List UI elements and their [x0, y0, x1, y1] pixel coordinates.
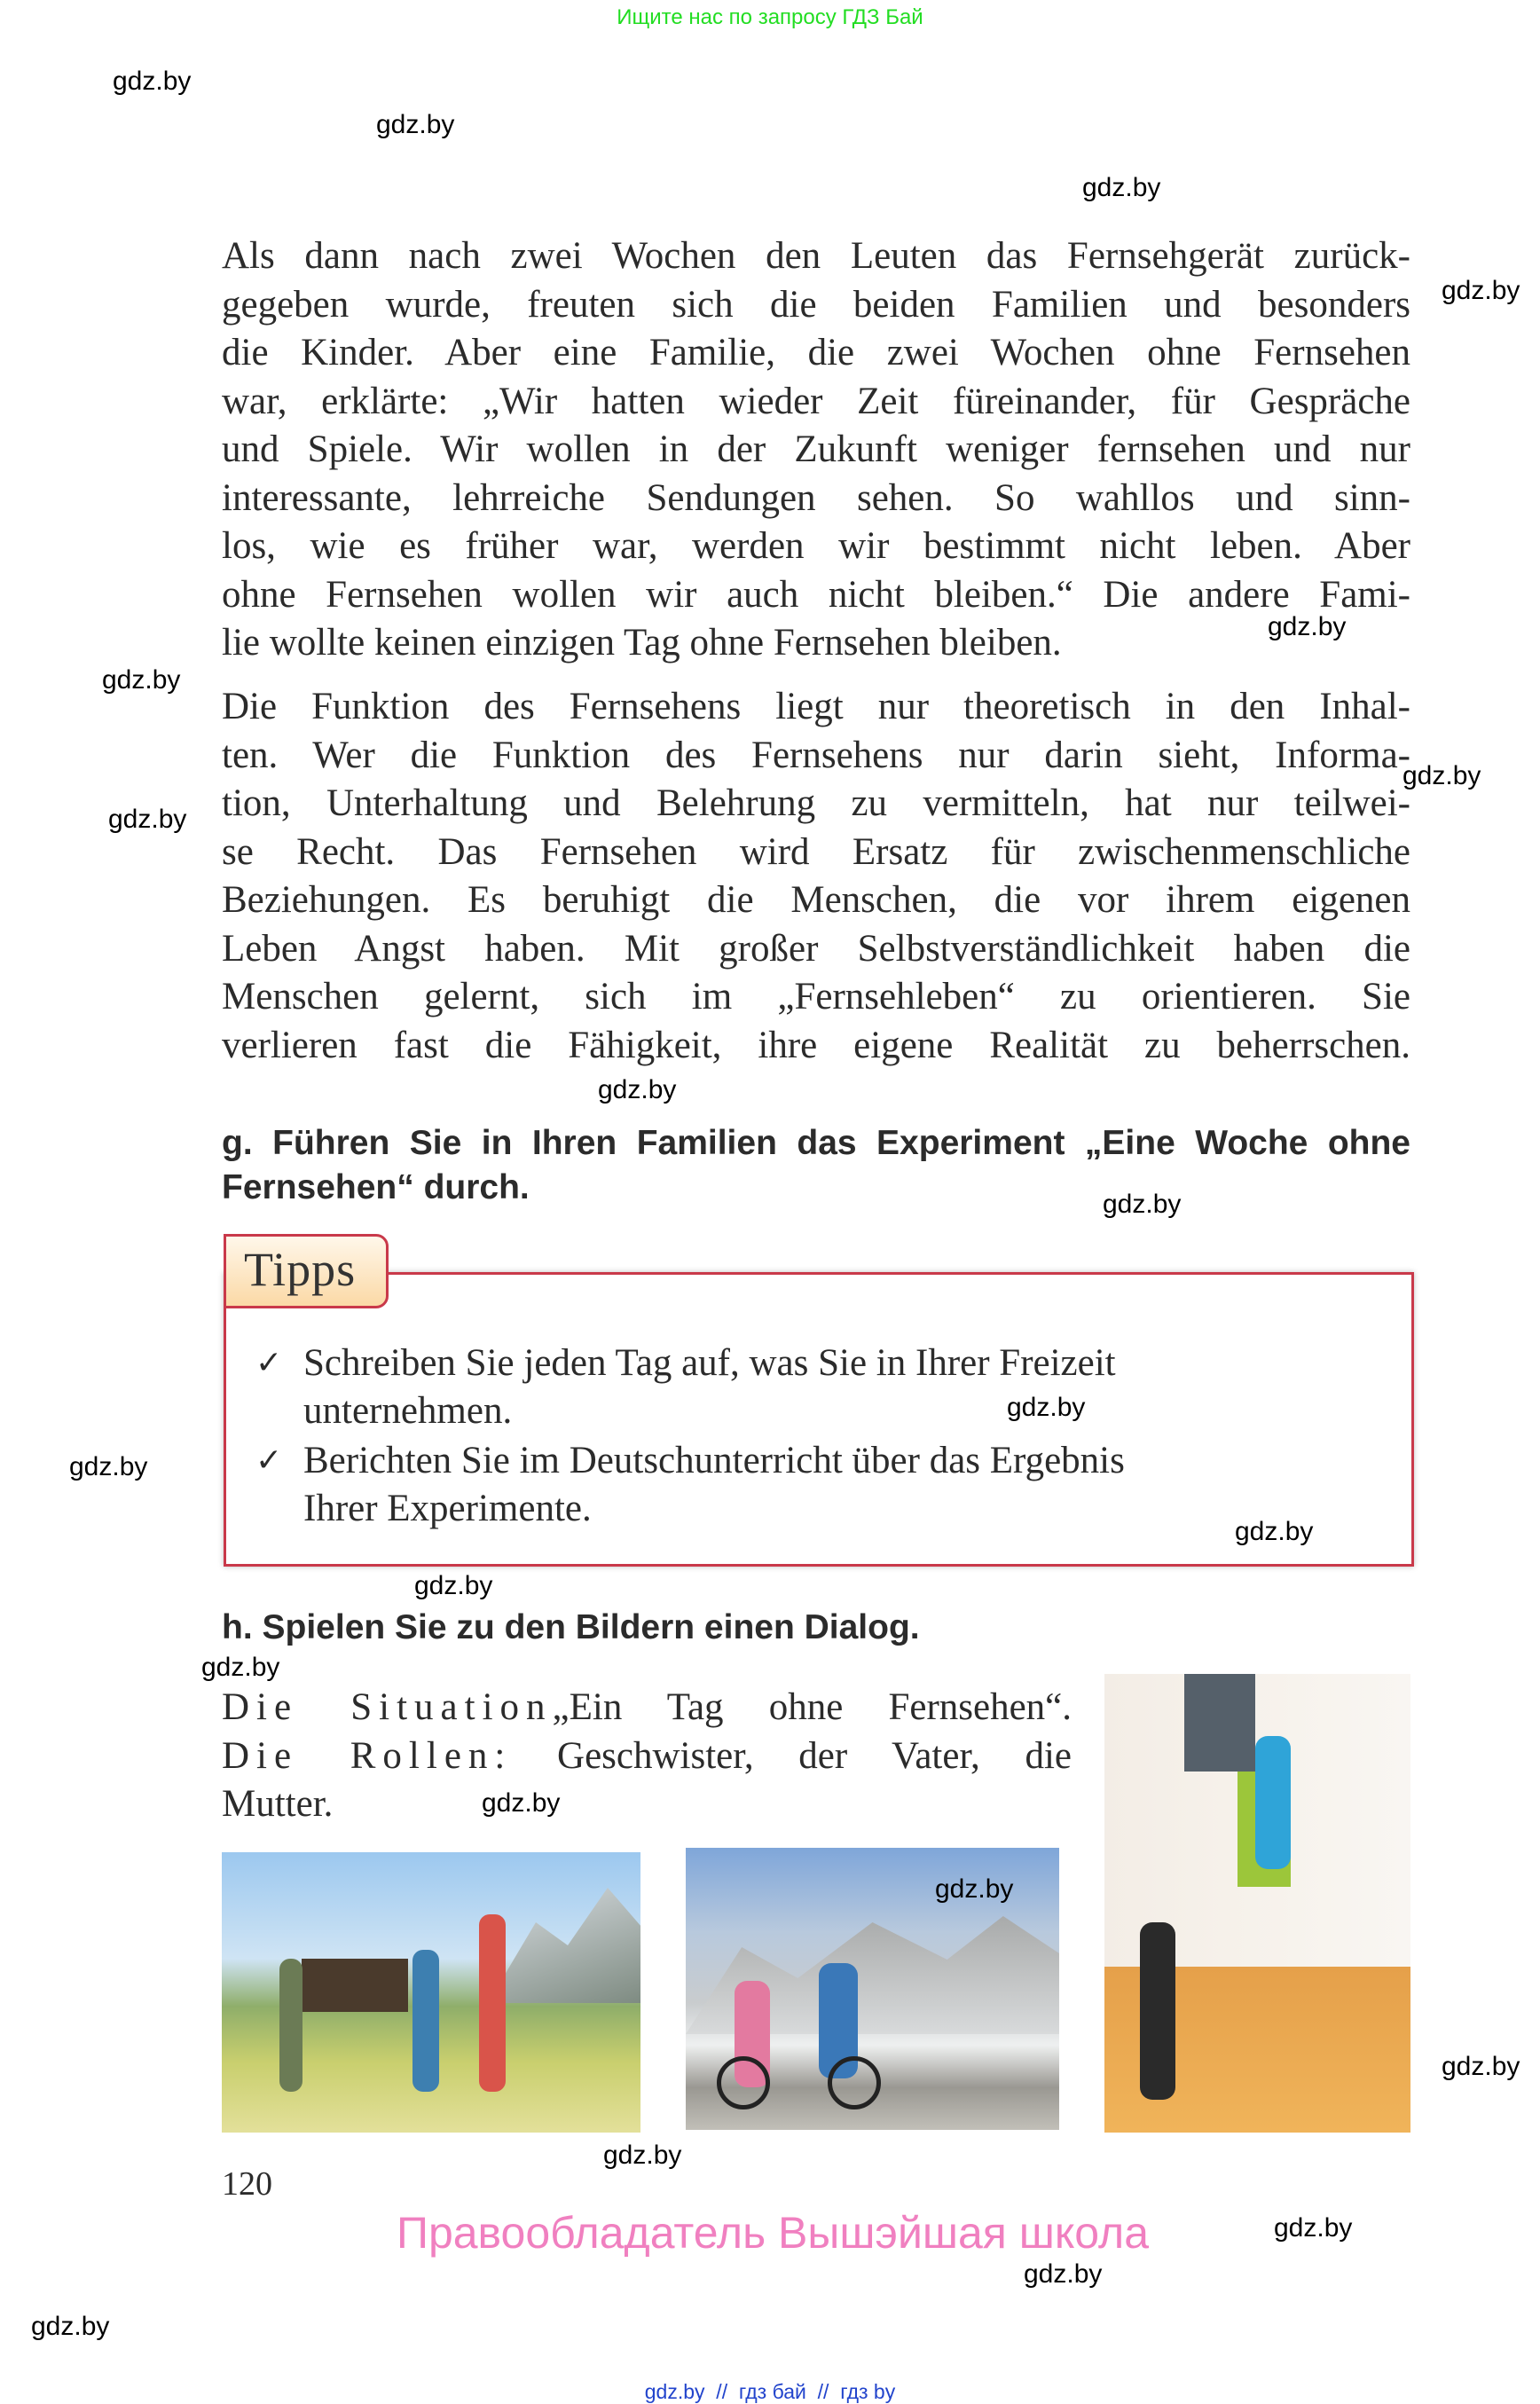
- watermark: gdz.by: [1103, 1190, 1182, 1219]
- situation-value: „Ein Tag ohne Fernsehen“.: [552, 1686, 1072, 1728]
- tipps-item: [255, 1339, 1382, 1435]
- text-line: se Recht. Das Fernsehen wird Ersatz für zwischenmenschliche: [222, 830, 1410, 873]
- roles-line: [222, 1732, 1072, 1781]
- watermark: gdz.by: [1274, 2213, 1353, 2243]
- watermark: gdz.by: [1268, 612, 1347, 641]
- text-line: ohne Fernsehen wollen wir auch nicht bleiben.“ Die andere Fami-: [222, 573, 1410, 616]
- task-g-line: g. Führen Sie in Ihren Familien das Experiment „Eine Woche ohne: [222, 1124, 1410, 1162]
- checkmark-icon: ✓: [255, 1345, 283, 1381]
- text-line: Leben Angst haben. Mit großer Selbstverständlichkeit haben die: [222, 927, 1410, 970]
- text-line: gegeben wurde, freuten sich die beiden Familien und besonders: [222, 283, 1410, 326]
- tipps-item-text: unternehmen.: [303, 1390, 513, 1432]
- watermark: gdz.by: [108, 805, 187, 834]
- text-line: die Kinder. Aber eine Familie, die zwei Wochen ohne Fernsehen: [222, 332, 1410, 373]
- watermark: gdz.by: [603, 2141, 682, 2170]
- task-g-line: Fernsehen“ durch.: [222, 1168, 530, 1206]
- roles-value-cont: Mutter.: [222, 1783, 334, 1825]
- watermark: gdz.by: [102, 665, 181, 695]
- watermark: gdz.by: [1442, 2052, 1520, 2081]
- tipps-item-text: Ihrer Experimente.: [303, 1488, 592, 1529]
- copyright-notice: Правообладатель Вышэйшая школа: [397, 2208, 1149, 2258]
- watermark: gdz.by: [1082, 173, 1161, 202]
- watermark: gdz.by: [113, 67, 192, 96]
- tipps-title: Tipps: [244, 1243, 357, 1296]
- page-number: 120: [222, 2165, 272, 2203]
- text-line: ten. Wer die Funktion des Fernsehens nur darin sieht, Informa-: [222, 734, 1410, 776]
- text-line: tion, Unterhaltung und Belehrung zu vermitteln, hat nur teilwei-: [222, 782, 1410, 824]
- tipps-tab: [224, 1234, 389, 1308]
- paragraph-2: [222, 683, 1410, 1070]
- tipps-item-text: Schreiben Sie jeden Tag auf, was Sie in Ihrer Freizeit: [303, 1342, 1116, 1384]
- roles-label: Die Rollen:: [222, 1734, 513, 1777]
- watermark: gdz.by: [598, 1075, 677, 1104]
- watermark: gdz.by: [414, 1571, 493, 1600]
- watermark: gdz.by: [1024, 2259, 1103, 2289]
- tipps-item: [255, 1437, 1382, 1533]
- text-line: lie wollte keinen einzigen Tag ohne Fernsehen bleiben.: [222, 622, 1062, 664]
- watermark: gdz.by: [482, 1788, 561, 1818]
- family-hiking-photo: [222, 1852, 640, 2133]
- situation-label: Die Situation: [222, 1686, 553, 1728]
- tipps-item-text: Berichten Sie im Deutschunterricht über das Ergebnis: [303, 1440, 1125, 1481]
- watermark: gdz.by: [1007, 1393, 1086, 1422]
- checkmark-icon: ✓: [255, 1442, 283, 1479]
- watermark: gdz.by: [31, 2312, 110, 2341]
- task-h: h. Spielen Sie zu den Bildern einen Dialog.: [222, 1608, 920, 1646]
- text-line: verlieren fast die Fähigkeit, ihre eigene Realität zu beherrschen.: [222, 1024, 1410, 1066]
- task-g: [222, 1121, 1410, 1210]
- situation-text: [222, 1684, 1072, 1829]
- watermark: gdz.by: [1442, 276, 1520, 305]
- watermark: gdz.by: [69, 1452, 148, 1481]
- text-line: interessante, lehrreiche Sendungen sehen. So wahllos und sinn-: [222, 476, 1410, 519]
- text-line: und Spiele. Wir wollen in der Zukunft weniger fernsehen und nur: [222, 428, 1410, 470]
- text-line: los, wie es früher war, werden wir bestimmt nicht leben. Aber: [222, 525, 1410, 567]
- footer-links[interactable]: gdz.by // гдз бай // гдз by: [644, 2380, 896, 2403]
- watermark: gdz.by: [201, 1653, 280, 1682]
- situation-line: [222, 1684, 1072, 1732]
- indoor-climbing-photo: [1104, 1674, 1410, 2133]
- roles-value: Geschwister, der Vater, die: [557, 1734, 1072, 1777]
- text-line: war, erklärte: „Wir hatten wieder Zeit füreinander, für Gespräche: [222, 380, 1410, 422]
- text-line: Als dann nach zwei Wochen den Leuten das Fernsehgerät zurück-: [222, 235, 1410, 277]
- text-line: Beziehungen. Es beruhigt die Menschen, die vor ihrem eigenen: [222, 879, 1410, 921]
- paragraph-1: [222, 232, 1410, 668]
- watermark: gdz.by: [1402, 761, 1481, 790]
- text-line: Die Funktion des Fernsehens liegt nur theoretisch in den Inhal-: [222, 686, 1410, 727]
- top-banner[interactable]: Ищите нас по запросу ГДЗ Бай: [617, 5, 923, 29]
- text-line: Menschen gelernt, sich im „Fernsehleben“ zu orientieren. Sie: [222, 976, 1410, 1017]
- watermark: gdz.by: [1235, 1517, 1314, 1546]
- watermark: gdz.by: [935, 1874, 1014, 1904]
- watermark: gdz.by: [376, 110, 455, 139]
